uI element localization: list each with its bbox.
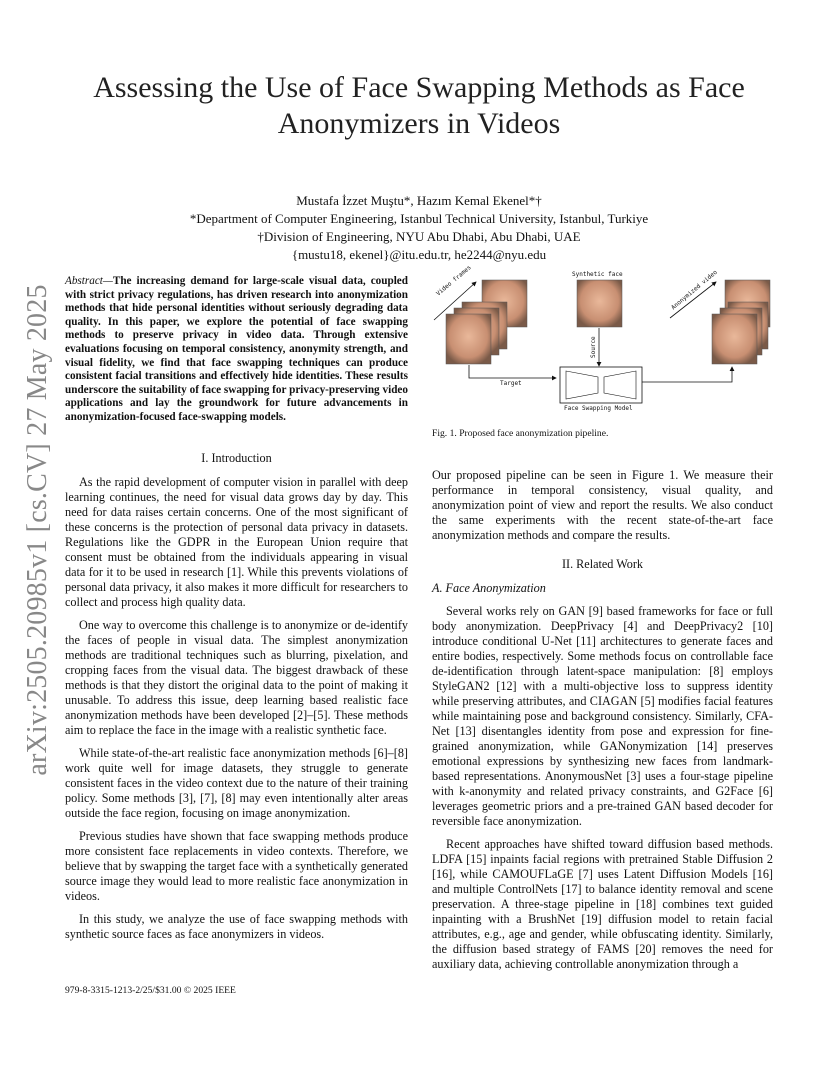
figure-caption: Fig. 1. Proposed face anonymization pipeline. <box>432 428 609 439</box>
intro-paragraph-5: In this study, we analyze the use of face swapping methods with synthetic source faces as face anonymizers in videos. <box>65 912 408 941</box>
intro-paragraph-2: One way to overcome this challenge is to anonymize or de-identify the faces of people in visual data. The simplest anonymization methods are traditional techniques such as blurring, pixelation, and cropping faces from the visual data. The biggest drawback of these methods is that they distort the original data to the point of making it unusable. To address this issue, deep learning based realistic face anonymization methods have been developed [2]–[5]. These methods aim to replace the face in the image with a realistic synthetic face. <box>65 618 408 737</box>
face-anonymization-subheading: A. Face Anonymization <box>432 581 546 595</box>
intro-paragraph-3: While state-of-the-art realistic face anonymization methods [6]–[8] work quite well for image datasets, they struggle to generate consistent faces in the video context due to the nature of their training policy. Some methods [3], [7], [8] may even intentionally alter areas outside the face region, focusing on image anonymization. <box>65 746 408 820</box>
abstract-text: The increasing demand for large-scale visual data, coupled with strict privacy regulations, has driven research into anonymization methods that hide personal identities without seriously degrading data quality. In this paper, we explore the potential of face swapping methods to preserve privacy in video data. Through extensive evaluations focusing on temporal consistency, anonymity strength, and visual fidelity, we find that face swapping techniques can produce consistent facial transitions and effectively hide identities. These results underscore the suitability of face swapping for privacy-preserving video applications and lay the groundwork for future advancements in anonymization-focused face-swapping models. <box>65 275 408 423</box>
pipeline-figure <box>432 264 773 415</box>
intro-paragraph-1: As the rapid development of computer vision in parallel with deep learning continues, the need for visual data grows day by day. This need for data raises certain concerns. One of the most significant of these concerns is the protection of personal data privacy in datasets. Regulations like the GDPR in the European Union require that consent must be obtained from the individuals appearing in visual data for it to be used in research [1]. While this prevents violations of personal data privacy, it also makes it more difficult for researchers to collect and process high quality data. <box>65 475 408 609</box>
copyright-footer: 979-8-3315-1213-2/25/$31.00 © 2025 IEEE <box>65 985 236 996</box>
affiliation-1: *Department of Computer Engineering, Istanbul Technical University, Istanbul, Turkiye <box>189 211 649 226</box>
label-target: Target <box>500 380 522 387</box>
pipeline-paragraph: Our proposed pipeline can be seen in Figure 1. We measure their performance in temporal consistency, visual quality, and anonymization point of view and report the results. We also conduct the same experiments with the recent state-of-the-art face anonymization methods and compare the results. <box>432 468 773 542</box>
abstract <box>65 275 408 425</box>
label-face-swapping-model: Face Swapping Model <box>564 405 633 412</box>
label-source: Source <box>590 336 597 358</box>
arxiv-id: arXiv:2505.20985v1 [cs.CV] 27 May 2025 <box>22 284 53 776</box>
introduction-section <box>65 451 408 950</box>
right-column <box>432 468 773 980</box>
label-video-frames: Video frames <box>435 264 473 298</box>
label-anonymized-video: Anonymized video <box>670 268 719 312</box>
label-synthetic-face: Synthetic face <box>572 271 623 278</box>
affiliation-2: †Division of Engineering, NYU Abu Dhabi, Abu Dhabi, UAE <box>257 229 581 244</box>
author-block <box>60 192 778 264</box>
arxiv-sidebar <box>14 284 62 776</box>
pipeline-diagram <box>432 270 773 415</box>
intro-heading: I. Introduction <box>201 451 272 465</box>
abstract-label: Abstract— <box>65 275 113 287</box>
related-work-heading: II. Related Work <box>561 557 644 571</box>
author-emails: {mustu18, ekenel}@itu.edu.tr, he2244@nyu.edu <box>291 247 547 262</box>
related-work-paragraph-2: Recent approaches have shifted toward diffusion based methods. LDFA [15] inpaints facial regions with pretrained Stable Diffusion 2 [16], while CAMOUFLaGE [7] uses Latent Diffusion Models [16] and multiple ControlNets [17] to balance identity removal and scene preservation. A three-stage pipeline in [18] combines text guided inpainting with a BrushNet [19] diffusion model to retain facial attributes, e.g., age and gender, while obfuscating identity. Similarly, the diffusion based strategy of FAMS [20] removes the need for auxiliary data, achieving controllable anonymization through a <box>432 837 773 971</box>
paper-title: Assessing the Use of Face Swapping Methods as Face Anonymizers in Videos <box>93 71 745 140</box>
intro-paragraph-4: Previous studies have shown that face swapping methods produce more consistent face replacements in video contexts. Therefore, we believe that by swapping the target face with a synthetically generated source image they would lead to more realistic face anonymization in videos. <box>65 829 408 903</box>
related-work-paragraph-1: Several works rely on GAN [9] based frameworks for face or full body anonymization. DeepPrivacy [4] and DeepPrivacy2 [10] introduce conditional U-Net [11] architectures to generate faces and entire bodies, respectively. Some methods focus on controllable face de-identification through latent-space manipulation: [8] employs StyleGAN2 [12] with a multi-objective loss to suppress identity while preserving attributes, and CIAGAN [5] modifies facial features while maintaining pose and background consistency. Similarly, CFA-Net [13] disentangles identity from pose and expression for fine-grained anonymization, while GANonymization [14] preserves emotional expressions by synthesizing new faces from landmark-based representations. AnonymousNet [3] uses a four-stage pipeline with k-anonymity and related privacy constraints, and G2Face [6] leverages geometric priors and a pre-trained GAN based decoder for reversible face anonymization. <box>432 604 773 828</box>
author-names: Mustafa İzzet Muştu*, Hazım Kemal Ekenel*† <box>296 193 542 208</box>
